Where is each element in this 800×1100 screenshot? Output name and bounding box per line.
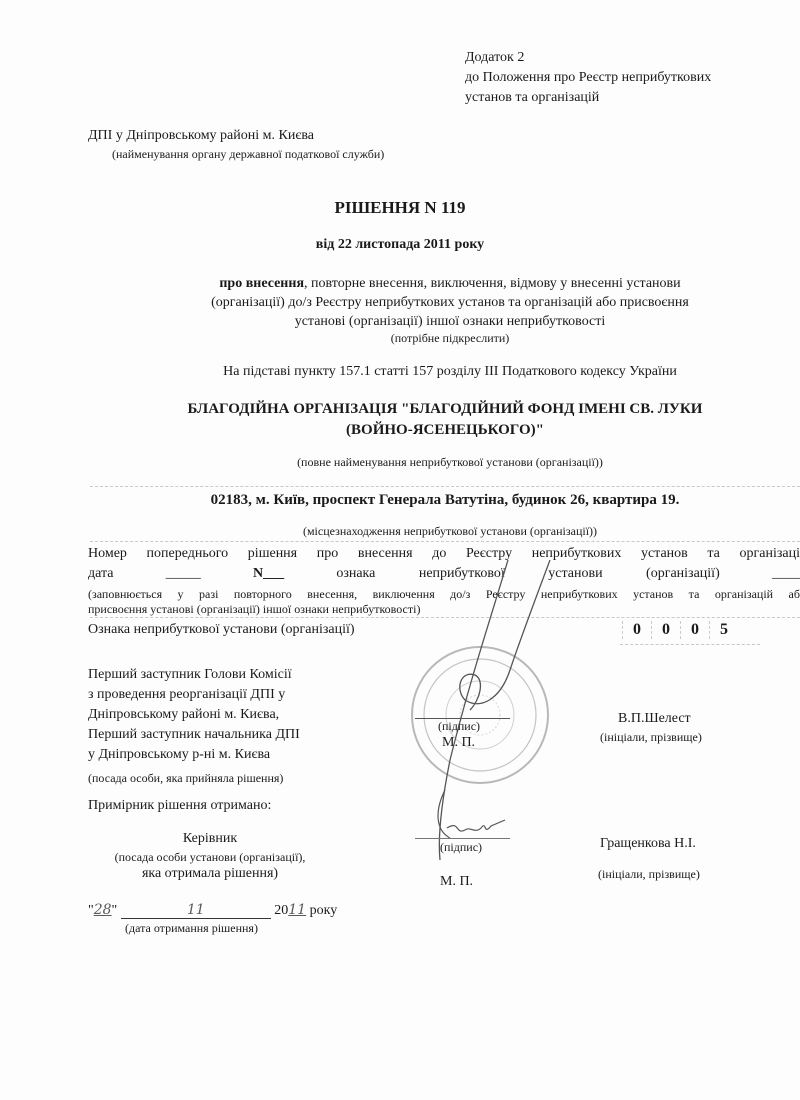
receipt-year-prefix: 20 xyxy=(274,903,289,918)
nonprofit-sign-code xyxy=(622,621,738,639)
appendix-title: Додаток 2 xyxy=(465,50,525,65)
sign-digit: 0 xyxy=(680,621,709,639)
subject-caption: (потрібне підкреслити) xyxy=(390,331,510,345)
official-position-caption: (посада особи, яка прийняла рішення) xyxy=(88,771,284,785)
organization-address: 02183, м. Київ, проспект Генерала Ватутіна, будинок 26, квартира 19. xyxy=(210,492,680,508)
position-line: Перший заступник Голови Комісії xyxy=(88,667,292,682)
position-line: Дніпровському районі м. Києва, xyxy=(88,707,280,722)
decision-date: від 22 листопада 2011 року xyxy=(315,237,485,252)
note-line: присвоєння установі (організації) іншої ознаки неприбутковості) xyxy=(88,602,421,616)
signature-line xyxy=(415,838,510,839)
divider xyxy=(90,486,800,487)
appendix-line: до Положення про Реєстр неприбуткових xyxy=(465,70,712,85)
sign-digit: 0 xyxy=(622,621,651,639)
decision-subject xyxy=(140,274,760,331)
organization-name-line: БЛАГОДІЙНА ОРГАНІЗАЦІЯ "БЛАГОДІЙНИЙ ФОНД ІМЕНІ СВ. ЛУКИ xyxy=(187,401,703,417)
previous-sign-value: ____ xyxy=(771,566,800,581)
receipt-date: "28" 11 2011 року xyxy=(88,902,338,918)
receiver-name: Гращенкова Н.І. xyxy=(600,836,696,851)
subject-options: , повторне внесення, виключення, відмову у внесенні установи xyxy=(304,276,681,291)
receipt-date-caption: (дата отримання рішення) xyxy=(125,921,258,935)
decision-basis: На підставі пункту 157.1 статті 157 розділу ІІІ Податкового кодексу України xyxy=(223,364,677,379)
sign-digit: 5 xyxy=(709,621,738,639)
receiver-seal-label: М. П. xyxy=(440,874,474,889)
previous-sign-label: ознака неприбуткової установи (організації) xyxy=(336,566,720,581)
receipt-position: Керівник xyxy=(182,831,238,846)
receipt-position-caption: яка отримала рішення) xyxy=(141,866,279,881)
position-line: з проведення реорганізації ДПІ у xyxy=(88,687,286,702)
subject-line: (організації) до/з Реєстру неприбуткових установ та організацій або присвоєння xyxy=(211,295,689,310)
official-seal-label: М. П. xyxy=(442,735,476,750)
subject-selected-option: про внесення xyxy=(219,276,305,291)
appendix-line: установ та організацій xyxy=(465,90,600,105)
organization-address-caption: (місцезнаходження неприбуткової установи (організації)) xyxy=(302,524,598,538)
official-position xyxy=(88,665,300,765)
sign-digit: 0 xyxy=(651,621,680,639)
official-signature-caption: (підпис) xyxy=(438,719,481,733)
organization-name-caption: (повне найменування неприбуткової установи (організації)) xyxy=(297,455,603,469)
divider xyxy=(90,541,800,542)
receipt-year-suffix: 11 xyxy=(288,902,307,918)
receiver-name-caption: (ініціали, прізвище) xyxy=(598,867,700,881)
decision-title: РІШЕННЯ N 119 xyxy=(334,198,466,217)
previous-number-label: N___ xyxy=(252,566,285,581)
organization-name xyxy=(100,399,790,441)
previous-decision-line: Номер попереднього рішення про внесення до Реєстру неприбуткових установ та організаці xyxy=(88,546,800,561)
official-name-caption: (ініціали, прізвище) xyxy=(600,730,702,744)
position-line: Перший заступник начальника ДПІ xyxy=(88,727,300,742)
receiver-signature-icon xyxy=(425,790,515,845)
receipt-heading: Примірник рішення отримано: xyxy=(88,798,272,813)
receipt-date-suffix: року xyxy=(309,903,338,918)
previous-date-value: _____ xyxy=(165,566,201,581)
organization-name-line: (ВОЙНО-ЯСЕНЕЦЬКОГО)" xyxy=(346,422,544,438)
nonprofit-sign-label: Ознака неприбуткової установи (організації) xyxy=(88,622,355,637)
note-line: (заповнюється у разі повторного внесення, виключення до/з Реєстру неприбуткових установ та організацій аб xyxy=(88,587,800,601)
official-name: В.П.Шелест xyxy=(618,711,691,726)
receiver-signature-caption: (підпис) xyxy=(440,840,483,854)
position-line: у Дніпровському р-ні м. Києва xyxy=(88,747,271,762)
subject-line: установі (організації) іншої ознаки неприбутковості xyxy=(294,314,606,329)
receipt-position-caption: (посада особи установи (організації), xyxy=(114,850,306,864)
appendix-block xyxy=(465,48,711,108)
authority-name: ДПІ у Дніпровському районі м. Києва xyxy=(88,128,314,143)
divider xyxy=(620,644,760,645)
receipt-day: 28 xyxy=(93,902,112,918)
authority-caption: (найменування органу державної податкової служби) xyxy=(112,147,385,161)
previous-date-label: дата xyxy=(88,566,114,581)
receipt-month: 11 xyxy=(121,902,271,919)
